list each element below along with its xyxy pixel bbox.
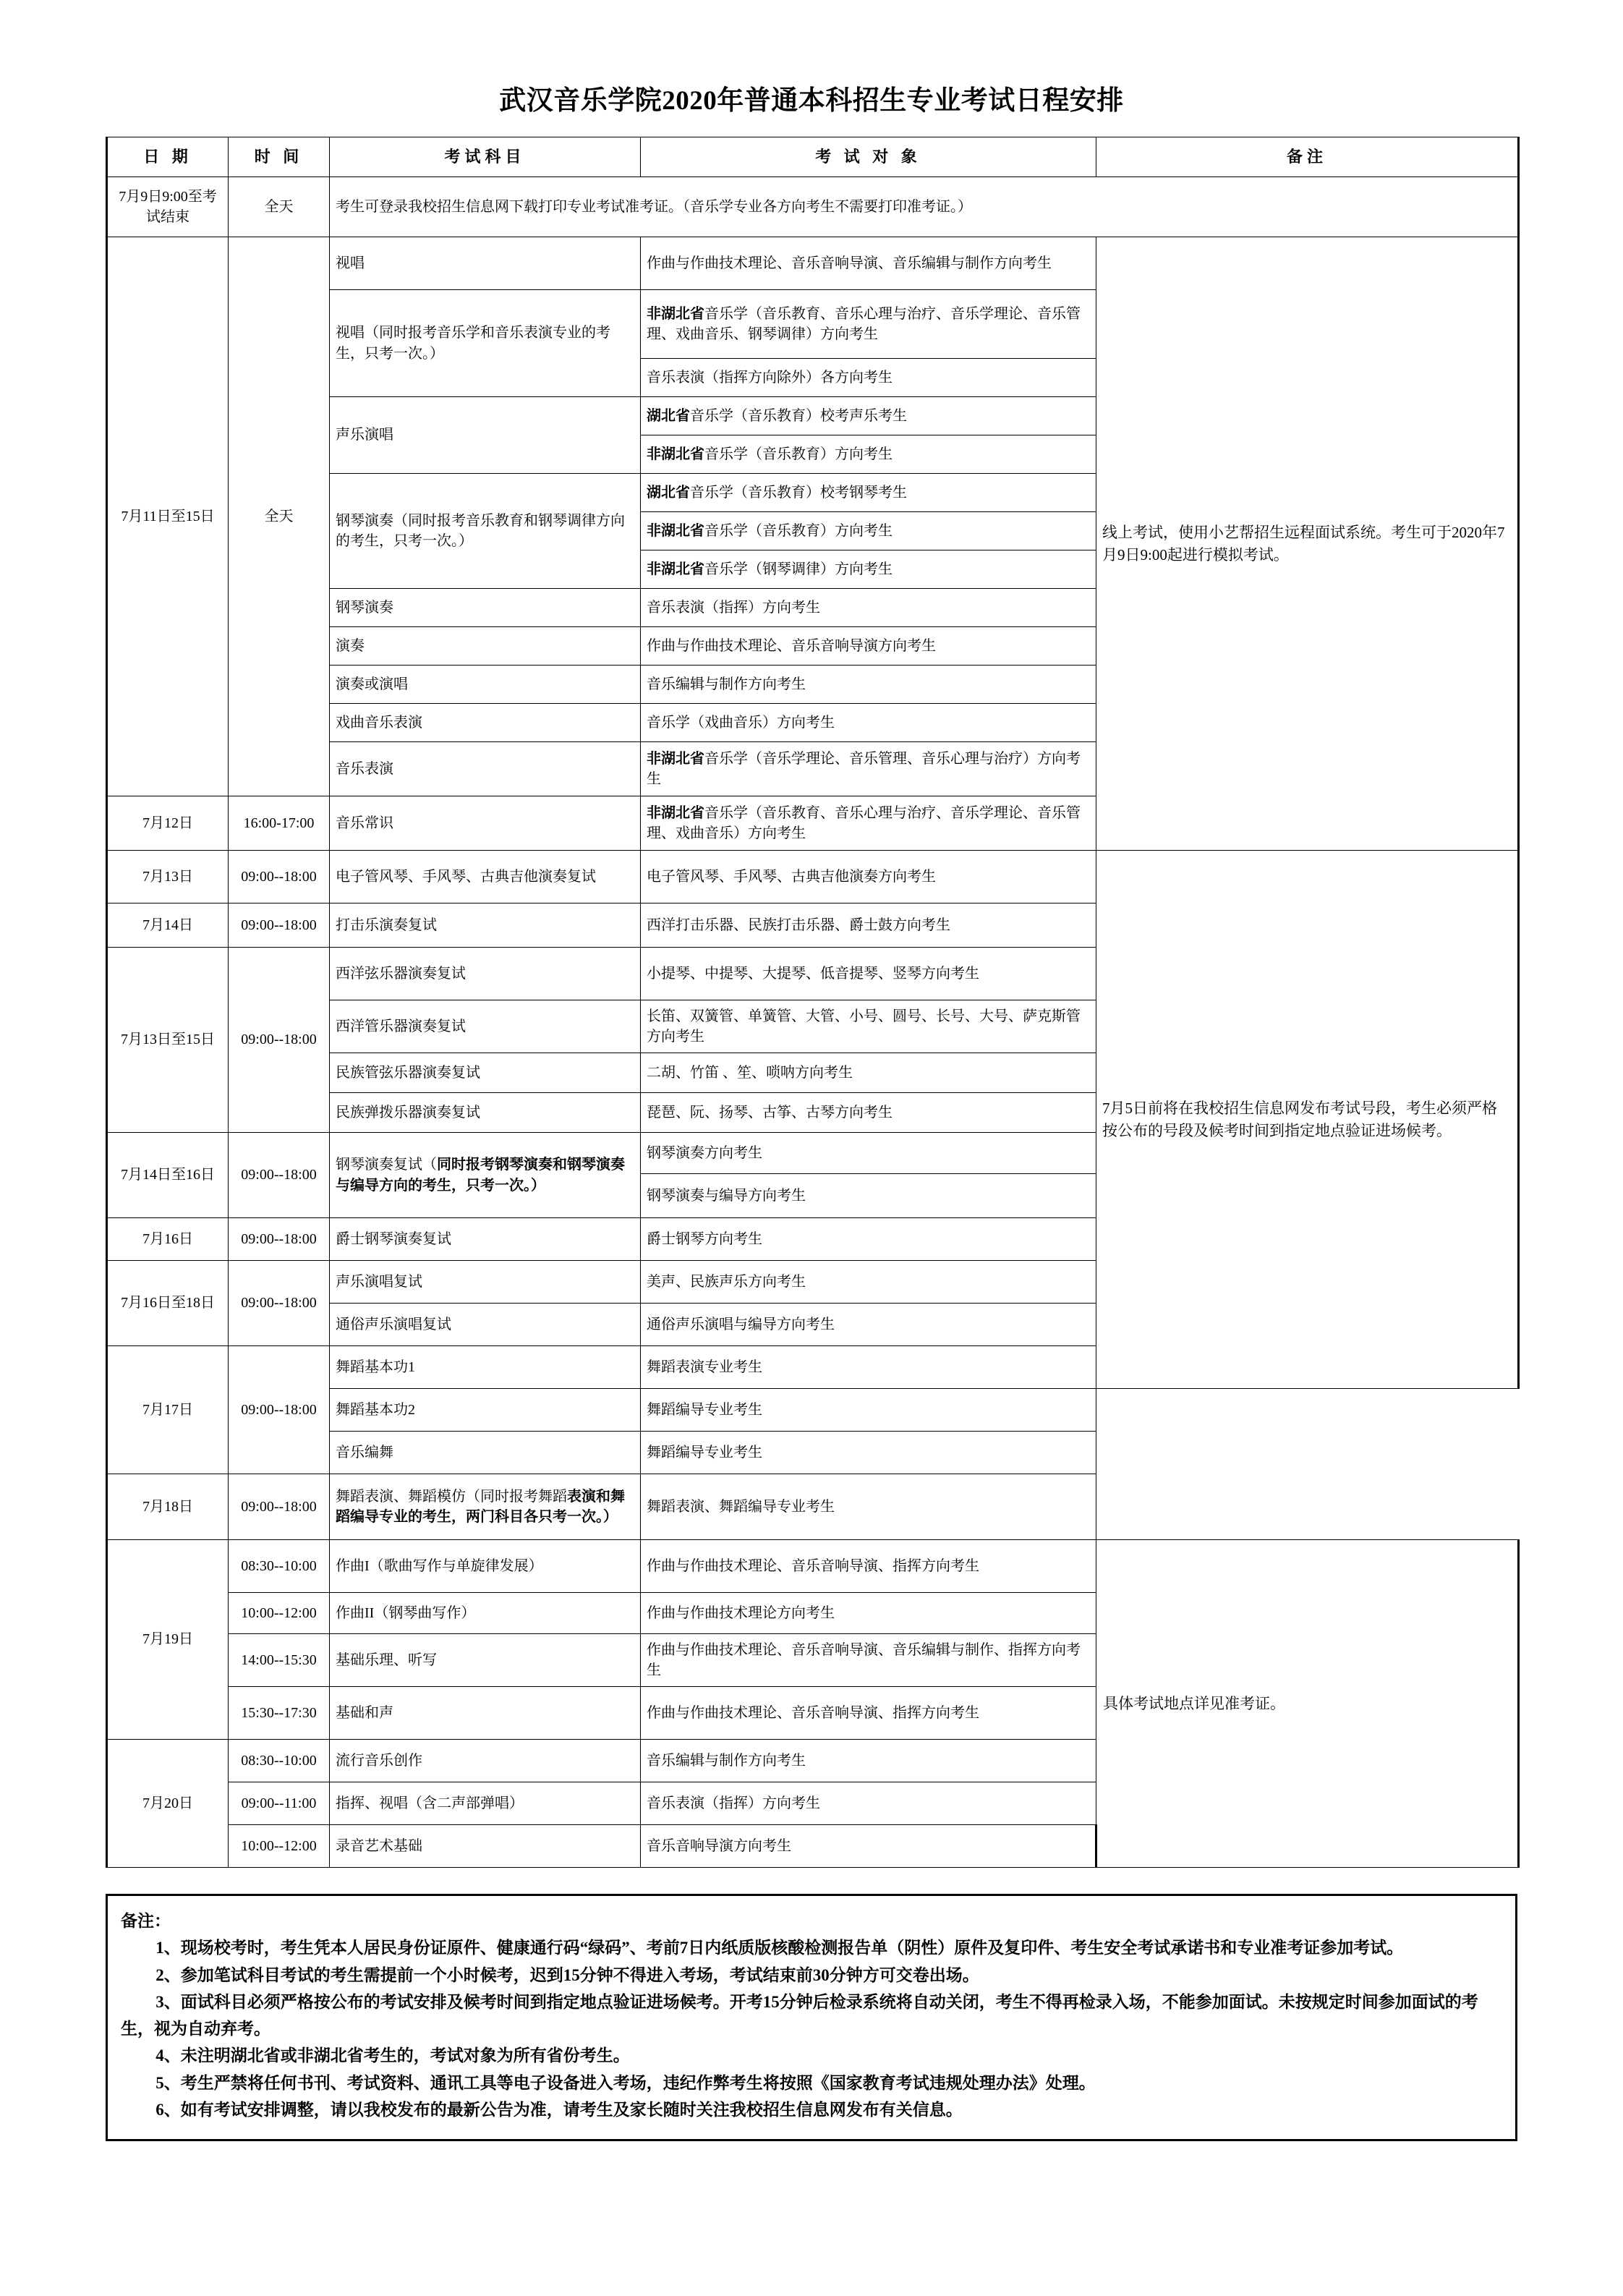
cell-subject: 打击乐演奏复试 (330, 903, 641, 948)
cell-time: 09:00--18:00 (229, 903, 330, 948)
column-header-date: 日 期 (107, 137, 229, 177)
footer-note-3: 3、面试科目必须严格按公布的考试安排及候考时间到指定地点验证进场候考。开考15分钟后检录系统将自动关闭，考生不得再检录入场，不能参加面试。未按规定时间参加面试的考生，视为自动弃考。 (121, 1992, 1478, 2038)
footer-note-6: 6、如有考试安排调整，请以我校发布的最新公告为准，请考生及家长随时关注我校招生信息网发布有关信息。 (156, 2100, 963, 2119)
table-row (107, 851, 1519, 903)
cell-target: 音乐编辑与制作方向考生 (641, 1740, 1096, 1782)
cell-target: 电子管风琴、手风琴、古典吉他演奏方向考生 (641, 851, 1096, 903)
cell-time: 10:00--12:00 (229, 1825, 330, 1868)
cell-subject: 舞蹈基本功1 (330, 1346, 641, 1389)
footer-note-5: 5、考生严禁将任何书刊、考试资料、通讯工具等电子设备进入考场，违纪作弊考生将按照《国家教育考试违规处理办法》处理。 (156, 2073, 1096, 2092)
cell-time: 16:00-17:00 (229, 796, 330, 851)
cell-subject: 指挥、视唱（含二声部弹唱） (330, 1782, 641, 1825)
page-title: 武汉音乐学院2020年普通本科招生专业考试日程安排 (499, 86, 1124, 116)
cell-date: 7月16日至18日 (107, 1261, 229, 1346)
footer-title: 备注： (121, 1912, 171, 1930)
cell-time: 09:00--18:00 (229, 1474, 330, 1540)
column-header-time: 时 间 (229, 137, 330, 177)
cell-subject: 录音艺术基础 (330, 1825, 641, 1868)
cell-subject: 作曲II（钢琴曲写作） (330, 1593, 641, 1634)
cell-subject (330, 1133, 641, 1218)
cell-target (641, 290, 1096, 359)
subject-text: 舞蹈表演、舞蹈模仿（同时报考舞蹈 (336, 1488, 567, 1505)
cell-subject: 视唱（同时报考音乐学和音乐表演专业的考生，只考一次。） (330, 290, 641, 397)
cell-target: 爵士钢琴方向考生 (641, 1218, 1096, 1261)
cell-time: 09:00--11:00 (229, 1782, 330, 1825)
cell-target: 长笛、双簧管、单簧管、大管、小号、圆号、长号、大号、萨克斯管方向考生 (641, 1000, 1096, 1053)
cell-date: 7月19日 (107, 1540, 229, 1740)
cell-target: 美声、民族声乐方向考生 (641, 1261, 1096, 1304)
cell-target: 音乐表演（指挥方向除外）各方向考生 (641, 359, 1096, 397)
cell-target: 作曲与作曲技术理论、音乐音响导演、音乐编辑与制作方向考生 (641, 237, 1096, 290)
cell-time: 08:30--10:00 (229, 1740, 330, 1782)
footer-note-2: 2、参加笔试科目考试的考生需提前一个小时候考，迟到15分钟不得进入考场，考试结束前30分钟方可交卷出场。 (156, 1965, 979, 1984)
cell-target: 音乐编辑与制作方向考生 (641, 666, 1096, 704)
province-label: 非湖北省 (647, 561, 704, 577)
cell-subject: 民族管弦乐器演奏复试 (330, 1053, 641, 1093)
cell-target (641, 397, 1096, 435)
cell-target (641, 550, 1096, 589)
cell-time: 09:00--18:00 (229, 1261, 330, 1346)
cell-target: 舞蹈编导专业考生 (641, 1432, 1096, 1474)
cell-date: 7月13日至15日 (107, 948, 229, 1133)
cell-subject: 爵士钢琴演奏复试 (330, 1218, 641, 1261)
cell-subject: 演奏 (330, 627, 641, 666)
cell-subject: 音乐表演 (330, 742, 641, 796)
province-label: 湖北省 (647, 484, 690, 501)
cell-target: 音乐音响导演方向考生 (641, 1825, 1096, 1868)
table-row (107, 237, 1519, 290)
cell-target: 小提琴、中提琴、大提琴、低音提琴、竖琴方向考生 (641, 948, 1096, 1000)
subject-text: 钢琴演奏复试（ (336, 1157, 437, 1173)
cell-target: 音乐表演（指挥）方向考生 (641, 589, 1096, 627)
target-text: 音乐学（音乐教育、音乐心理与治疗、音乐学理论、音乐管理、戏曲音乐、钢琴调律）方向考生 (647, 305, 1081, 342)
cell-target: 舞蹈编导专业考生 (641, 1389, 1096, 1432)
cell-subject: 音乐常识 (330, 796, 641, 851)
province-label: 非湖北省 (647, 750, 704, 767)
cell-subject: 基础乐理、听写 (330, 1634, 641, 1687)
cell-remark: 线上考试，使用小艺帮招生远程面试系统。考生可于2020年7月9日9:00起进行模拟考试。 (1096, 237, 1519, 851)
cell-date: 7月11日至15日 (107, 237, 229, 796)
cell-target: 音乐学（戏曲音乐）方向考生 (641, 704, 1096, 742)
cell-target: 西洋打击乐器、民族打击乐器、爵士鼓方向考生 (641, 903, 1096, 948)
target-text: 音乐学（音乐教育）方向考生 (704, 446, 893, 462)
cell-target: 作曲与作曲技术理论、音乐音响导演、音乐编辑与制作、指挥方向考生 (641, 1634, 1096, 1687)
cell-subject: 演奏或演唱 (330, 666, 641, 704)
cell-target (641, 474, 1096, 512)
cell-target: 琵琶、阮、扬琴、古筝、古琴方向考生 (641, 1093, 1096, 1133)
cell-subject: 舞蹈基本功2 (330, 1389, 641, 1432)
cell-time: 09:00--18:00 (229, 1133, 330, 1218)
cell-target (641, 435, 1096, 474)
province-label: 湖北省 (647, 407, 690, 424)
target-text: 音乐学（钢琴调律）方向考生 (704, 561, 893, 577)
province-label: 非湖北省 (647, 804, 704, 821)
column-header-subject: 考试科目 (330, 137, 641, 177)
cell-time: 09:00--18:00 (229, 851, 330, 903)
column-header-remark: 备注 (1096, 137, 1519, 177)
cell-subject: 音乐编舞 (330, 1432, 641, 1474)
cell-subject: 视唱 (330, 237, 641, 290)
cell-time: 09:00--18:00 (229, 1346, 330, 1474)
cell-time: 全天 (229, 177, 330, 237)
cell-subject: 基础和声 (330, 1687, 641, 1740)
subject-emphasis: 同时报考钢琴演奏和钢琴演奏与编导方向的考生，只考一次。） (336, 1157, 625, 1194)
cell-subject: 西洋管乐器演奏复试 (330, 1000, 641, 1053)
cell-subject: 电子管风琴、手风琴、古典吉他演奏复试 (330, 851, 641, 903)
cell-date: 7月17日 (107, 1346, 229, 1474)
cell-time: 全天 (229, 237, 330, 796)
province-label: 非湖北省 (647, 305, 704, 322)
cell-date: 7月9日9:00至考试结束 (107, 177, 229, 237)
cell-subject: 钢琴演奏（同时报考音乐教育和钢琴调律方向的考生，只考一次。） (330, 474, 641, 589)
cell-target: 舞蹈表演、舞蹈编导专业考生 (641, 1474, 1096, 1540)
cell-time: 09:00--18:00 (229, 948, 330, 1133)
cell-time: 14:00--15:30 (229, 1634, 330, 1687)
table-row (107, 177, 1519, 237)
cell-target: 二胡、竹笛 、笙、唢呐方向考生 (641, 1053, 1096, 1093)
column-header-target: 考 试 对 象 (641, 137, 1096, 177)
cell-time: 09:00--18:00 (229, 1218, 330, 1261)
cell-date: 7月18日 (107, 1474, 229, 1540)
cell-target: 通俗声乐演唱与编导方向考生 (641, 1304, 1096, 1346)
cell-subject: 流行音乐创作 (330, 1740, 641, 1782)
cell-target: 作曲与作曲技术理论、音乐音响导演、指挥方向考生 (641, 1540, 1096, 1593)
cell-subject-notice: 考生可登录我校招生信息网下载打印专业考试准考证。（音乐学专业各方向考生不需要打印准考证。） (330, 177, 1519, 237)
cell-target: 作曲与作曲技术理论、音乐音响导演、指挥方向考生 (641, 1687, 1096, 1740)
cell-date: 7月16日 (107, 1218, 229, 1261)
cell-date: 7月13日 (107, 851, 229, 903)
cell-subject: 戏曲音乐表演 (330, 704, 641, 742)
cell-time: 10:00--12:00 (229, 1593, 330, 1634)
target-text: 音乐学（音乐教育）方向考生 (704, 522, 893, 539)
cell-target: 作曲与作曲技术理论、音乐音响导演方向考生 (641, 627, 1096, 666)
cell-subject: 声乐演唱复试 (330, 1261, 641, 1304)
cell-target: 钢琴演奏方向考生 (641, 1133, 1096, 1174)
cell-time: 15:30--17:30 (229, 1687, 330, 1740)
cell-target: 钢琴演奏与编导方向考生 (641, 1174, 1096, 1218)
cell-time: 08:30--10:00 (229, 1540, 330, 1593)
footer-note-4: 4、未注明湖北省或非湖北省考生的，考试对象为所有省份考生。 (156, 2046, 630, 2065)
cell-target: 舞蹈表演专业考生 (641, 1346, 1096, 1389)
table-row (107, 1474, 1519, 1540)
cell-subject: 钢琴演奏 (330, 589, 641, 627)
exam-schedule-table (106, 137, 1520, 1868)
cell-date: 7月12日 (107, 796, 229, 851)
cell-subject: 西洋弦乐器演奏复试 (330, 948, 641, 1000)
target-text: 音乐学（音乐学理论、音乐管理、音乐心理与治疗）方向考生 (647, 750, 1081, 787)
cell-target (641, 512, 1096, 550)
table-row (107, 1540, 1519, 1593)
cell-subject: 民族弹拨乐器演奏复试 (330, 1093, 641, 1133)
cell-subject (330, 1474, 641, 1540)
table-header-row (107, 137, 1519, 177)
cell-subject: 作曲I（歌曲写作与单旋律发展） (330, 1540, 641, 1593)
target-text: 音乐学（音乐教育）校考钢琴考生 (690, 484, 907, 501)
cell-remark: 具体考试地点详见准考证。 (1096, 1540, 1519, 1868)
cell-subject: 通俗声乐演唱复试 (330, 1304, 641, 1346)
cell-target: 作曲与作曲技术理论方向考生 (641, 1593, 1096, 1634)
footer-remarks-box (106, 1894, 1517, 2141)
cell-target (641, 796, 1096, 851)
cell-date: 7月14日 (107, 903, 229, 948)
footer-note-1: 1、现场校考时，考生凭本人居民身份证原件、健康通行码“绿码”、考前7日内纸质版核酸检测报告单（阴性）原件及复印件、考生安全考试承诺书和专业准考证参加考试。 (156, 1939, 1404, 1957)
province-label: 非湖北省 (647, 446, 704, 462)
target-text: 音乐学（音乐教育、音乐心理与治疗、音乐学理论、音乐管理、戏曲音乐）方向考生 (647, 804, 1081, 841)
cell-remark: 7月5日前将在我校招生信息网发布考试号段，考生必须严格按公布的号段及候考时间到指定地点验证进场候考。 (1096, 851, 1519, 1389)
cell-target: 音乐表演（指挥）方向考生 (641, 1782, 1096, 1825)
cell-subject: 声乐演唱 (330, 397, 641, 474)
target-text: 音乐学（音乐教育）校考声乐考生 (690, 407, 907, 424)
province-label: 非湖北省 (647, 522, 704, 539)
cell-date: 7月14日至16日 (107, 1133, 229, 1218)
subject-emphasis: 表演和舞蹈编导专业的考生，两门科目各只考一次。） (336, 1488, 625, 1525)
cell-date: 7月20日 (107, 1740, 229, 1868)
cell-target (641, 742, 1096, 796)
